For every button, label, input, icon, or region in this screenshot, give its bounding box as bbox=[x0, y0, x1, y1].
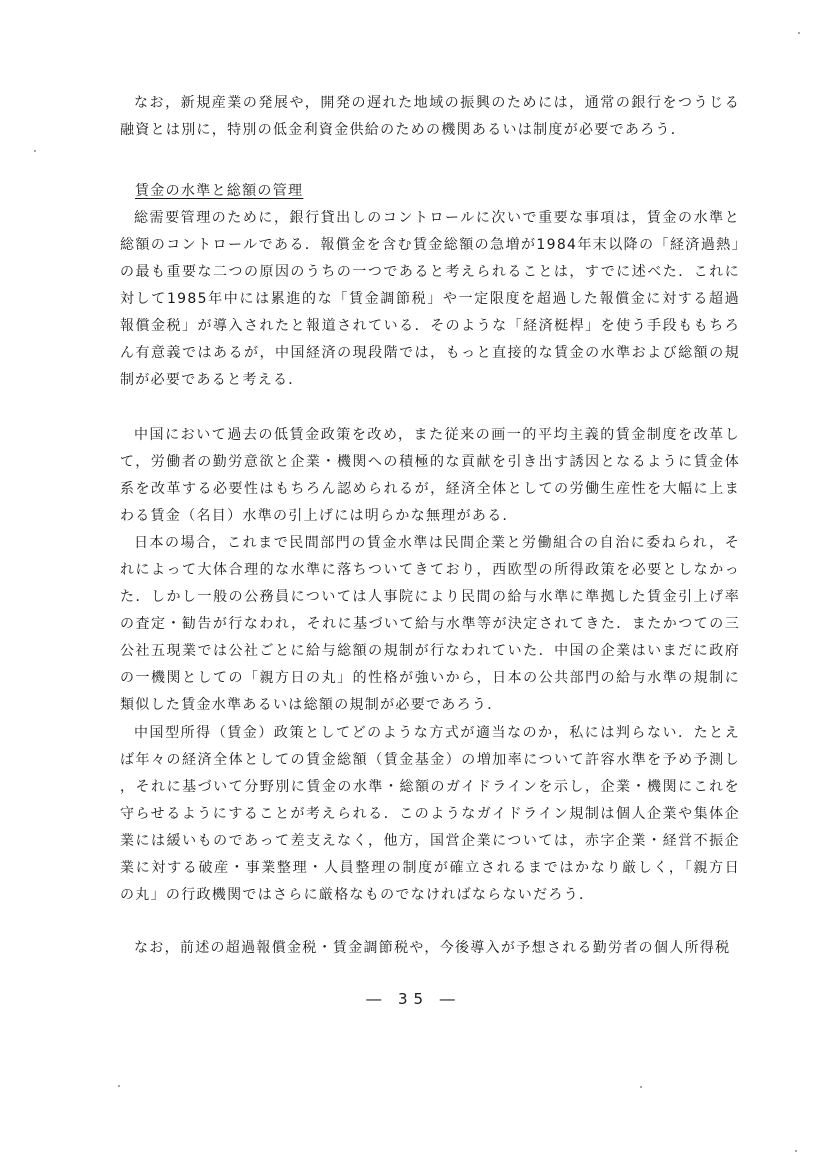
paragraph-1: 総需要管理のために，銀行貸出しのコントロールに次いで重要な事項は，賃金の水準と総額のコントロールである．報償金を含む賃金総額の急増が1984年末以降の「経済過熱」の最も重要な二つの原因のうちの一つであると考えられることは，すでに述べた．これに対して1985年中には累進的な「賃金調節税」や一定限度を超過した報償金に対する超過報償金税」が導入されたと報道されている．そのような「経済梃桿」を使う手段ももちろん有意義ではあるが，中国経済の現段階では，もっと直接的な賃金の水準および総額の規制が必要であると考える． bbox=[120, 210, 740, 388]
paragraph-intro: なお，新規産業の発展や，開発の遅れた地域の振興のためには，通常の銀行をつうじる融資とは別に，特別の低金利資金供給のための機関あるいは制度が必要であろう． bbox=[120, 95, 740, 138]
scan-speck bbox=[798, 32, 800, 34]
scan-speck bbox=[795, 1150, 797, 1152]
section-heading: 賃金の水準と総額の管理 bbox=[135, 183, 304, 199]
scan-speck bbox=[118, 1085, 120, 1087]
paragraph-2: 中国において過去の低賃金政策を改め，また従来の画一的平均主義的賃金制度を改革して，労働者の勤労意欲と企業・機関への積極的な貢献を引き出す誘因となるように賃金体系を改革する必要性はもちろん認められるが，経済全体としての労働生産性を大幅に上まわる賃金（名目）水準の引上げには明らかな無理がある． bbox=[120, 427, 740, 524]
page-number: ― 35 ― bbox=[366, 990, 461, 1008]
paragraph-4: 中国型所得（賃金）政策としてどのような方式が適当なのか，私には判らない．たとえば年々の経済全体としての賃金総額（賃金基金）の増加率について許容水準を予め予測し，それに基づいて分野別に賃金の水準・総額のガイドラインを示し，企業・機関にこれを守らせるようにすることが考えられる．このようなガイドライン規制は個人企業や集体企業には緩いものであって差支えなく，他方，国営企業については，赤字企業・経営不振企業に対する破産・事業整理・人員整理の制度が確立されるまではかなり厳しく，「親方日の丸」の行政機関ではさらに厳格なものでなければならないだろう． bbox=[120, 725, 740, 903]
scan-speck bbox=[34, 150, 36, 152]
scan-speck bbox=[640, 1086, 642, 1088]
paragraph-3: 日本の場合，これまで民間部門の賃金水準は民間企業と労働組合の自治に委ねられ，それによって大体合理的な水準に落ちついてきており，西欧型の所得政策を必要としなかった．しかし一般の公務員については人事院により民間の給与水準に準拠した賃金引上げ率の査定・勧告が行なわれ，それに基づいて給与水準等が決定されてきた．またかつての三公社五現業では公社ごとに給与総額の規制が行なわれていた．中国の企業はいまだに政府の一機関としての「親方日の丸」的性格が強いから，日本の公共部門の給与水準の規制に類似した賃金水準あるいは総額の規制が必要であろう． bbox=[120, 535, 740, 713]
paragraph-5: なお，前述の超過報償金税・賃金調節税や，今後導入が予想される勤労者の個人所得税 bbox=[134, 940, 731, 956]
